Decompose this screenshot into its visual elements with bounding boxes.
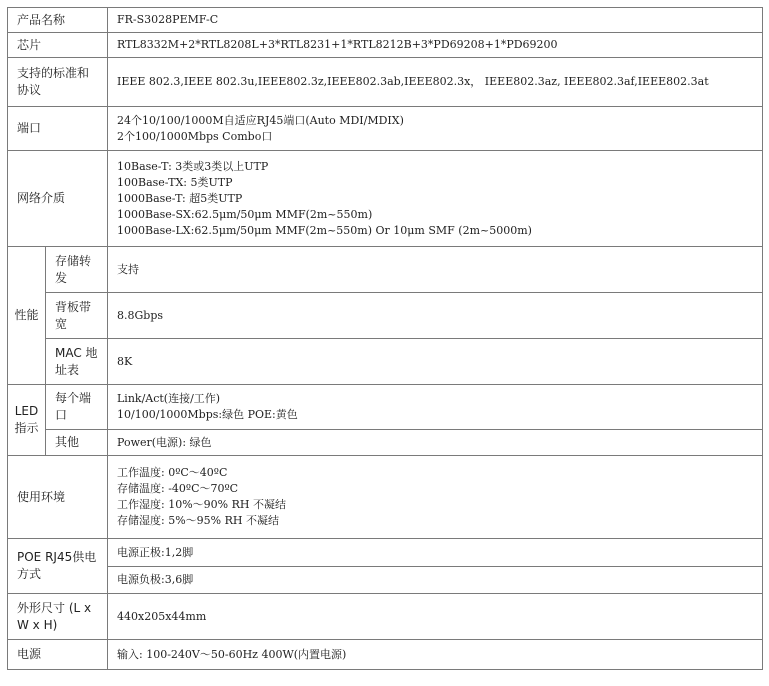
table-row [8,33,763,58]
environment-line: 存储温度: -40ºC～70ºC [117,482,239,495]
dimensions-label: 外形尺寸 (L x W x H) [8,594,108,640]
media-label: 网络介质 [8,151,108,247]
led-other-label: 其他 [46,430,108,456]
table-row [8,385,763,430]
media-line: 1000Base-T: 超5类UTP [117,191,243,205]
media-value [108,151,763,247]
table-row [8,456,763,539]
media-line: 10Base-T: 3类或3类以上UTP [117,159,269,173]
per-port-value [108,385,763,430]
table-row [8,594,763,640]
chip-label: 芯片 [8,33,108,58]
environment-line: 存储湿度: 5%～95% RH 不凝结 [117,514,279,527]
standards-value: IEEE 802.3,IEEE 802.3u,IEEE802.3z,IEEE802.3ab,IEEE802.3x， IEEE802.3az, IEEE802.3af,IEEE802.3at [108,58,763,107]
table-row [8,107,763,151]
power-label: 电源 [8,640,108,670]
table-row [8,339,763,385]
standards-label: 支持的标准和协议 [8,58,108,107]
table-row [8,58,763,107]
media-line: 100Base-TX: 5类UTP [117,175,233,189]
environment-line: 工作湿度: 10%～90% RH 不凝结 [117,498,286,511]
table-row [8,8,763,33]
mac-table-label: MAC 地址表 [46,339,108,385]
store-forward-value: 支持 [108,247,763,293]
led-other-value: Power(电源): 绿色 [108,430,763,456]
backplane-label: 背板带宽 [46,293,108,339]
poe-label: POE RJ45供电方式 [8,539,108,594]
table-row [8,567,763,594]
environment-label: 使用环境 [8,456,108,539]
table-row [8,539,763,567]
backplane-value: 8.8Gbps [108,293,763,339]
table-row [8,293,763,339]
chip-value: RTL8332M+2*RTL8208L+3*RTL8231+1*RTL8212B+3*PD69208+1*PD69200 [108,33,763,58]
media-line: 1000Base-SX:62.5μm/50μm MMF(2m~550m) [117,207,373,221]
led-line: Link/Act(连接/工作) [117,392,221,405]
performance-label: 性能 [8,247,46,385]
table-row [8,430,763,456]
ports-value [108,107,763,151]
table-row [8,640,763,670]
per-port-label: 每个端口 [46,385,108,430]
poe-negative-value: 电源负极:3,6脚 [108,567,763,594]
environment-value [108,456,763,539]
table-row [8,247,763,293]
ports-label: 端口 [8,107,108,151]
product-name-value: FR-S3028PEMF-C [108,8,763,33]
dimensions-value: 440x205x44mm [108,594,763,640]
led-label: LED指示 [8,385,46,456]
store-forward-label: 存储转发 [46,247,108,293]
spec-table [7,7,763,670]
mac-table-value: 8K [108,339,763,385]
led-line: 10/100/1000Mbps:绿色 POE:黄色 [117,408,298,421]
ports-line: 24个10/100/1000M自适应RJ45端口(Auto MDI/MDIX) [117,113,404,127]
environment-line: 工作温度: 0ºC～40ºC [117,466,228,479]
media-line: 1000Base-LX:62.5μm/50μm MMF(2m~550m) Or 10μm SMF (2m~5000m) [117,223,532,237]
power-value: 输入: 100-240V～50-60Hz 400W(内置电源) [108,640,763,670]
product-name-label: 产品名称 [8,8,108,33]
ports-line: 2个100/1000Mbps Combo口 [117,129,273,143]
table-row [8,151,763,247]
poe-positive-value: 电源正极:1,2脚 [108,539,763,567]
